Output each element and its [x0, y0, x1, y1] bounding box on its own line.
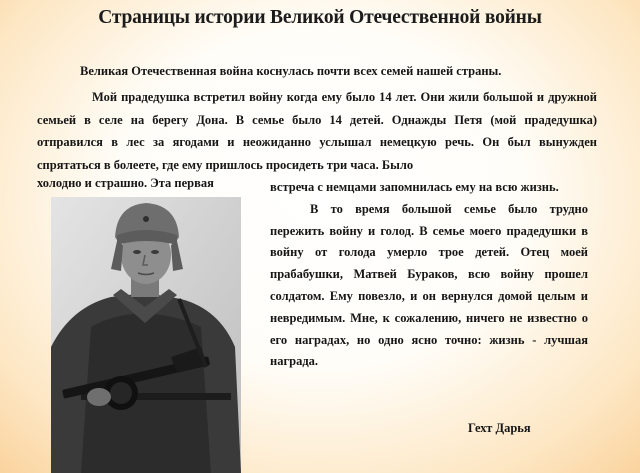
story-paragraph-1-tail: холодно и страшно. Эта первая — [37, 176, 214, 190]
story-paragraph-2: В то время большой семье было трудно пережить войну и голод. В семье моего прадедушки в войну от голода умерло трое детей. Отец моей прабабушки, Матвей Бураков, всю войну прошел солдатом. Ему повезло, и он вернулся домой целым и невредимым. Мне, к сожалению, ничего не известно о его наградах, но одно ясно точно: жизнь - лучшая награда. — [270, 201, 588, 369]
page-title: Страницы истории Великой Отечественной войны — [98, 7, 542, 28]
soldier-photo — [51, 197, 241, 473]
lead-sentence: Великая Отечественная война коснулась почти всех семей нашей страны. — [80, 64, 502, 78]
story-paragraph-1-continuation: встреча с немцами запомнилась ему на всю жизнь. — [270, 180, 559, 194]
story-column — [270, 177, 588, 373]
story-paragraph-1: Мой прадедушка встретил войну когда ему было 14 лет. Они жили большой и дружной семьей в селе на берегу Дона. В семье было 14 детей. Однажды Петя (мой прадедушка) отправился в лес за ягодами и неожиданно услышал немецкую речь. Он был вынужден спрятаться в болеете, где ему пришлось просидеть три часа. Было — [37, 90, 597, 172]
author-signature: Гехт Дарья — [468, 421, 531, 435]
